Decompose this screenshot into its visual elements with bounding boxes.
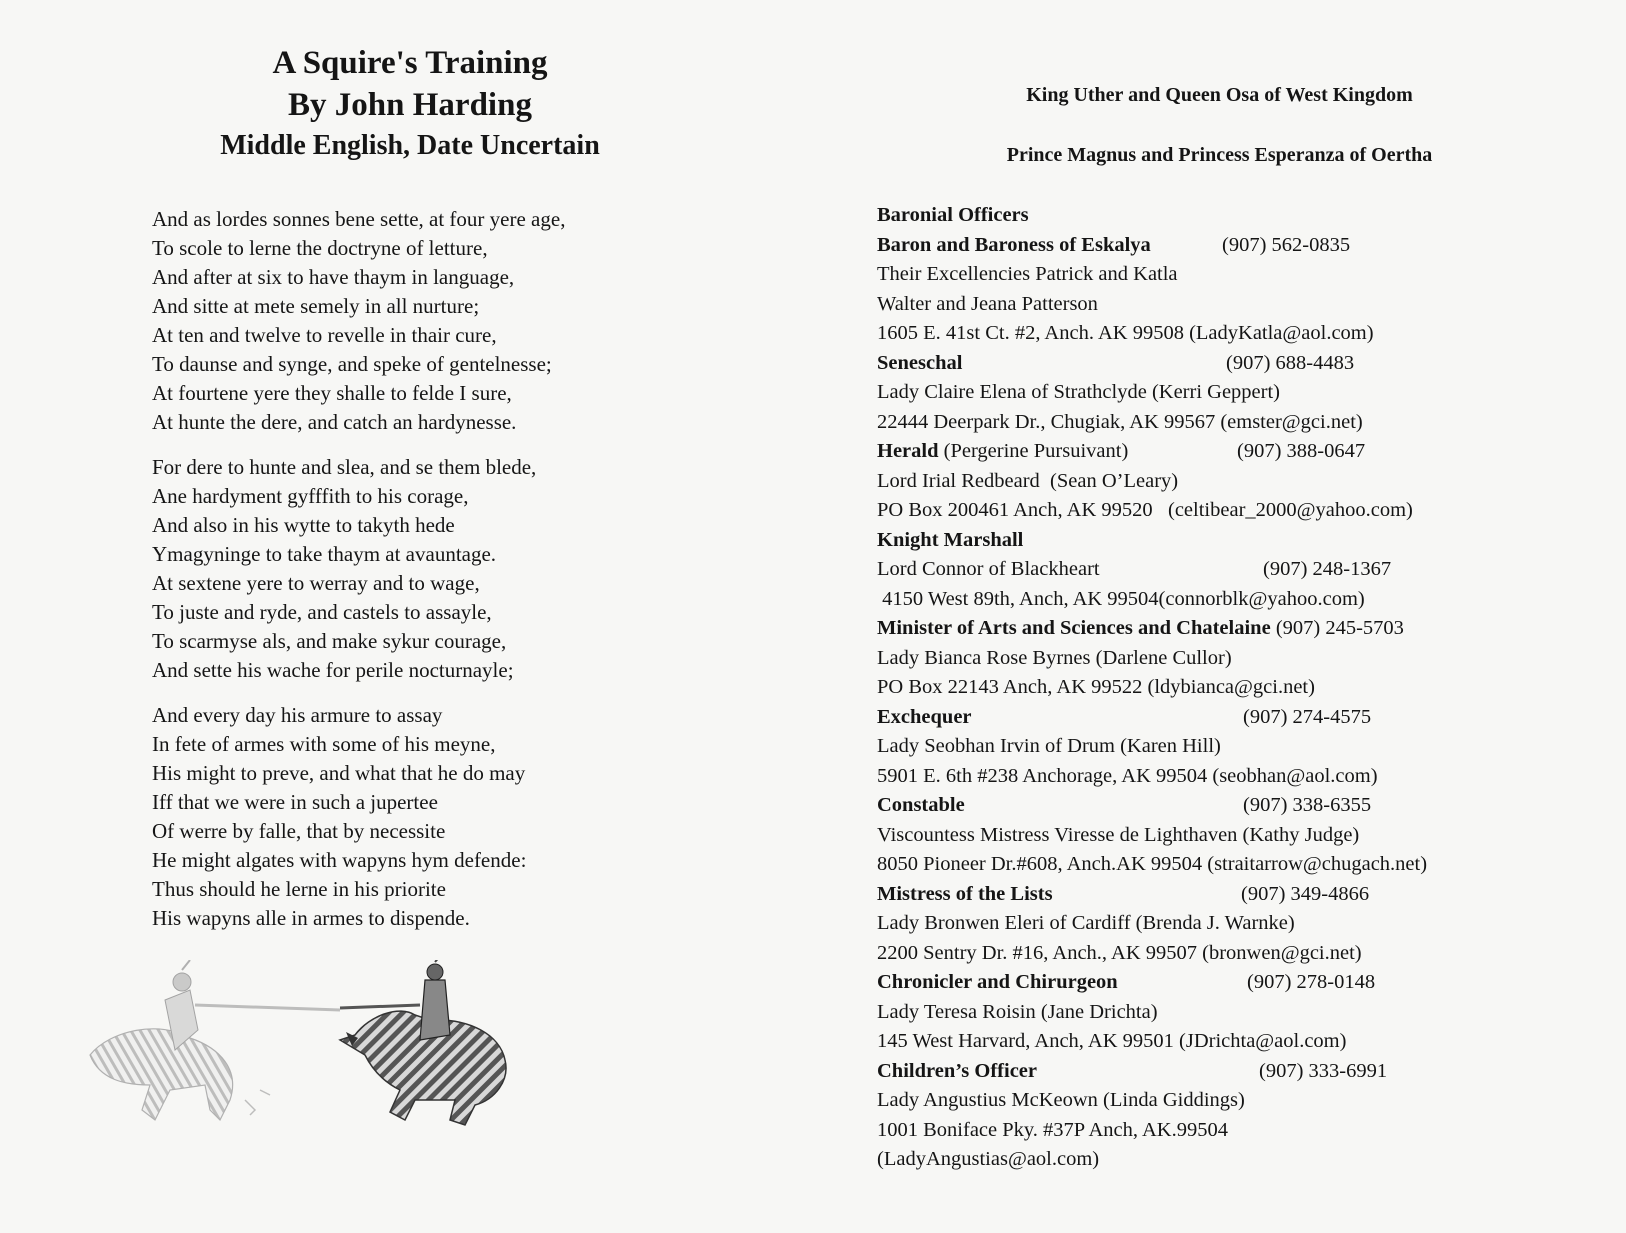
- officer-title-row: [877, 703, 1617, 733]
- left-knight-figure: [90, 960, 340, 1120]
- officer-title: Baron and Baroness of Eskalya: [877, 233, 1151, 256]
- poem-line: To scarmyse als, and make sykur courage,: [152, 629, 507, 653]
- officer-detail-row: [877, 821, 1617, 851]
- officer-text: 1001 Boniface Pky. #37P Anch, AK.99504: [877, 1118, 1228, 1141]
- poem-line: He might algates with wapyns hym defende:: [152, 848, 527, 872]
- poem-line: At fourtene yere they shalle to felde I sure,: [152, 381, 512, 405]
- officer-title-row: [877, 614, 1617, 644]
- officer-detail-row: [877, 408, 1617, 438]
- officer-detail-row: [877, 909, 1617, 939]
- phone-number: (907) 278-0148: [1247, 971, 1376, 993]
- officer-title-row: [877, 437, 1617, 467]
- officer-title: Minister of Arts and Sciences and Chatelaine: [877, 617, 1271, 639]
- officer-title: Knight Marshall: [877, 528, 1024, 551]
- officer-detail-row: [877, 1027, 1617, 1057]
- poem-line: And after at six to have thaym in language,: [152, 265, 515, 289]
- poem-line: To juste and ryde, and castels to assayle,: [152, 600, 492, 624]
- jousting-knights-illustration: [70, 960, 550, 1130]
- poem-line: For dere to hunte and slea, and se them blede,: [152, 455, 537, 479]
- officer-detail-row: [877, 644, 1617, 674]
- officer-detail-row: [877, 998, 1617, 1028]
- officer-title-row: [877, 231, 1617, 261]
- phone-number: (907) 333-6991: [1259, 1059, 1388, 1082]
- officer-text: 2200 Sentry Dr. #16, Anch., AK 99507 (bronwen@gci.net): [877, 941, 1362, 964]
- poem-line: To scole to lerne the doctryne of letture,: [152, 236, 488, 260]
- phone-number: (907) 338-6355: [1243, 794, 1372, 816]
- royal-line-principality: Prince Magnus and Princess Esperanza of Oertha: [1006, 144, 1433, 166]
- phone-number: (907) 562-0835: [1222, 233, 1351, 256]
- poem-line: And every day his armure to assay: [152, 703, 443, 727]
- officer-detail-row: [877, 378, 1617, 408]
- officer-detail-row: [877, 939, 1617, 969]
- poem-line: Ane hardyment gyfffith to his corage,: [152, 484, 469, 508]
- officer-detail-row: [877, 260, 1617, 290]
- officer-text: Lady Seobhan Irvin of Drum (Karen Hill): [877, 735, 1221, 757]
- officer-text: (907) 245-5703: [1270, 617, 1404, 639]
- stanza-3: [152, 701, 712, 933]
- officer-text: (LadyAngustias@aol.com): [877, 1148, 1100, 1170]
- poem-line: In fete of armes with some of his meyne,: [152, 732, 496, 756]
- officer-detail-row: [877, 1086, 1617, 1116]
- phone-number: (907) 274-4575: [1243, 705, 1372, 728]
- officer-text: Their Excellencies Patrick and Katla: [877, 263, 1178, 285]
- officer-title-row: [877, 1057, 1617, 1087]
- royal-line-kingdom: King Uther and Queen Osa of West Kingdom: [1026, 84, 1413, 106]
- officer-text: (Pergerine Pursuivant): [938, 440, 1129, 462]
- officer-detail-row: [877, 290, 1617, 320]
- officer-text: 4150 West 89th, Anch, AK 99504(connorblk@yahoo.com): [877, 587, 1365, 610]
- poem-line: At sextene yere to werray and to wage,: [152, 571, 480, 595]
- poem-line: Thus should he lerne in his priorite: [152, 877, 446, 901]
- officer-title: Mistress of the Lists: [877, 882, 1053, 905]
- officer-detail-row: [877, 319, 1617, 349]
- officer-text: Walter and Jeana Patterson: [877, 292, 1098, 315]
- poem-line: To daunse and synge, and speke of gentelnesse;: [152, 352, 552, 376]
- poem-line: And also in his wytte to takyth hede: [152, 513, 455, 537]
- poem-title-block: [150, 42, 670, 166]
- officer-title: Seneschal: [877, 351, 963, 374]
- officer-text: 8050 Pioneer Dr.#608, Anch.AK 99504 (straitarrow@chugach.net): [877, 853, 1428, 875]
- officer-title-row: [877, 880, 1617, 910]
- right-page: [813, 0, 1626, 1233]
- poem-line: Ymagyninge to take thaym at avauntage.: [152, 542, 497, 566]
- poem-body: [152, 205, 712, 949]
- poem-line: Iff that we were in such a jupertee: [152, 790, 438, 814]
- officer-text: Lady Claire Elena of Strathclyde (Kerri Geppert): [877, 381, 1280, 403]
- phone-number: (907) 349-4866: [1241, 882, 1370, 905]
- officer-title-row: [877, 968, 1617, 998]
- officer-detail-row: [877, 1116, 1617, 1146]
- poem-line: His wapyns alle in armes to dispende.: [152, 906, 470, 930]
- officer-title: Exchequer: [877, 705, 972, 728]
- officer-detail-row: [877, 555, 1617, 585]
- officer-title-row: [877, 526, 1617, 556]
- officer-title: Children’s Officer: [877, 1059, 1037, 1082]
- poem-subtitle: Middle English, Date Uncertain: [220, 130, 600, 161]
- officer-title: Chronicler and Chirurgeon: [877, 971, 1118, 993]
- right-knight-figure: [340, 960, 506, 1125]
- stanza-1: [152, 205, 712, 437]
- officer-directory: [877, 201, 1617, 1175]
- officer-detail-row: [877, 1145, 1617, 1175]
- poem-line: And sitte at mete semely in all nurture;: [152, 294, 480, 318]
- officer-detail-row: [877, 496, 1617, 526]
- officer-text: Lady Teresa Roisin (Jane Drichta): [877, 1000, 1158, 1023]
- officer-detail-row: [877, 467, 1617, 497]
- officer-detail-row: [877, 850, 1617, 880]
- poem-line: At ten and twelve to revelle in thair cure,: [152, 323, 497, 347]
- officer-title-row: [877, 791, 1617, 821]
- officer-title: Herald: [877, 440, 939, 462]
- poem-line: His might to preve, and what that he do may: [152, 761, 526, 785]
- phone-number: (907) 248-1367: [1263, 558, 1392, 580]
- poem-line: Of werre by falle, that by necessite: [152, 819, 446, 843]
- stanza-2: [152, 453, 712, 685]
- poem-line: At hunte the dere, and catch an hardynesse.: [152, 410, 517, 434]
- officer-title-row: [877, 349, 1617, 379]
- poem-title: A Squire's Training: [272, 45, 548, 81]
- officer-text: PO Box 200461 Anch, AK 99520 (celtibear_2000@yahoo.com): [877, 499, 1413, 521]
- officer-detail-row: [877, 585, 1617, 615]
- poem-line: And sette his wache for perile nocturnayle;: [152, 658, 514, 682]
- officer-text: 22444 Deerpark Dr., Chugiak, AK 99567 (emster@gci.net): [877, 410, 1363, 433]
- officer-detail-row: [877, 732, 1617, 762]
- phone-number: (907) 688-4483: [1226, 351, 1355, 374]
- officer-text: PO Box 22143 Anch, AK 99522 (ldybianca@gci.net): [877, 676, 1315, 698]
- officer-text: 1605 E. 41st Ct. #2, Anch. AK 99508 (LadyKatla@aol.com): [877, 322, 1374, 344]
- officer-detail-row: [877, 673, 1617, 703]
- phone-number: (907) 388-0647: [1237, 440, 1366, 462]
- officer-text: Lord Connor of Blackheart: [877, 558, 1100, 580]
- officer-text: Lady Bianca Rose Byrnes (Darlene Cullor): [877, 646, 1232, 669]
- officer-detail-row: [877, 762, 1617, 792]
- poem-author: By John Harding: [288, 87, 532, 123]
- poem-line: And as lordes sonnes bene sette, at four yere age,: [152, 207, 566, 231]
- officer-text: Lord Irial Redbeard (Sean O’Leary): [877, 469, 1179, 492]
- officer-text: Lady Bronwen Eleri of Cardiff (Brenda J. Warnke): [877, 912, 1295, 934]
- officer-text: 145 West Harvard, Anch, AK 99501 (JDrichta@aol.com): [877, 1030, 1347, 1052]
- officer-title: Constable: [877, 794, 965, 816]
- officer-text: Lady Angustius McKeown (Linda Giddings): [877, 1089, 1245, 1111]
- officer-text: Viscountess Mistress Viresse de Lighthaven (Kathy Judge): [877, 823, 1360, 846]
- section-heading: Baronial Officers: [877, 204, 1029, 226]
- officer-text: 5901 E. 6th #238 Anchorage, AK 99504 (seobhan@aol.com): [877, 764, 1378, 787]
